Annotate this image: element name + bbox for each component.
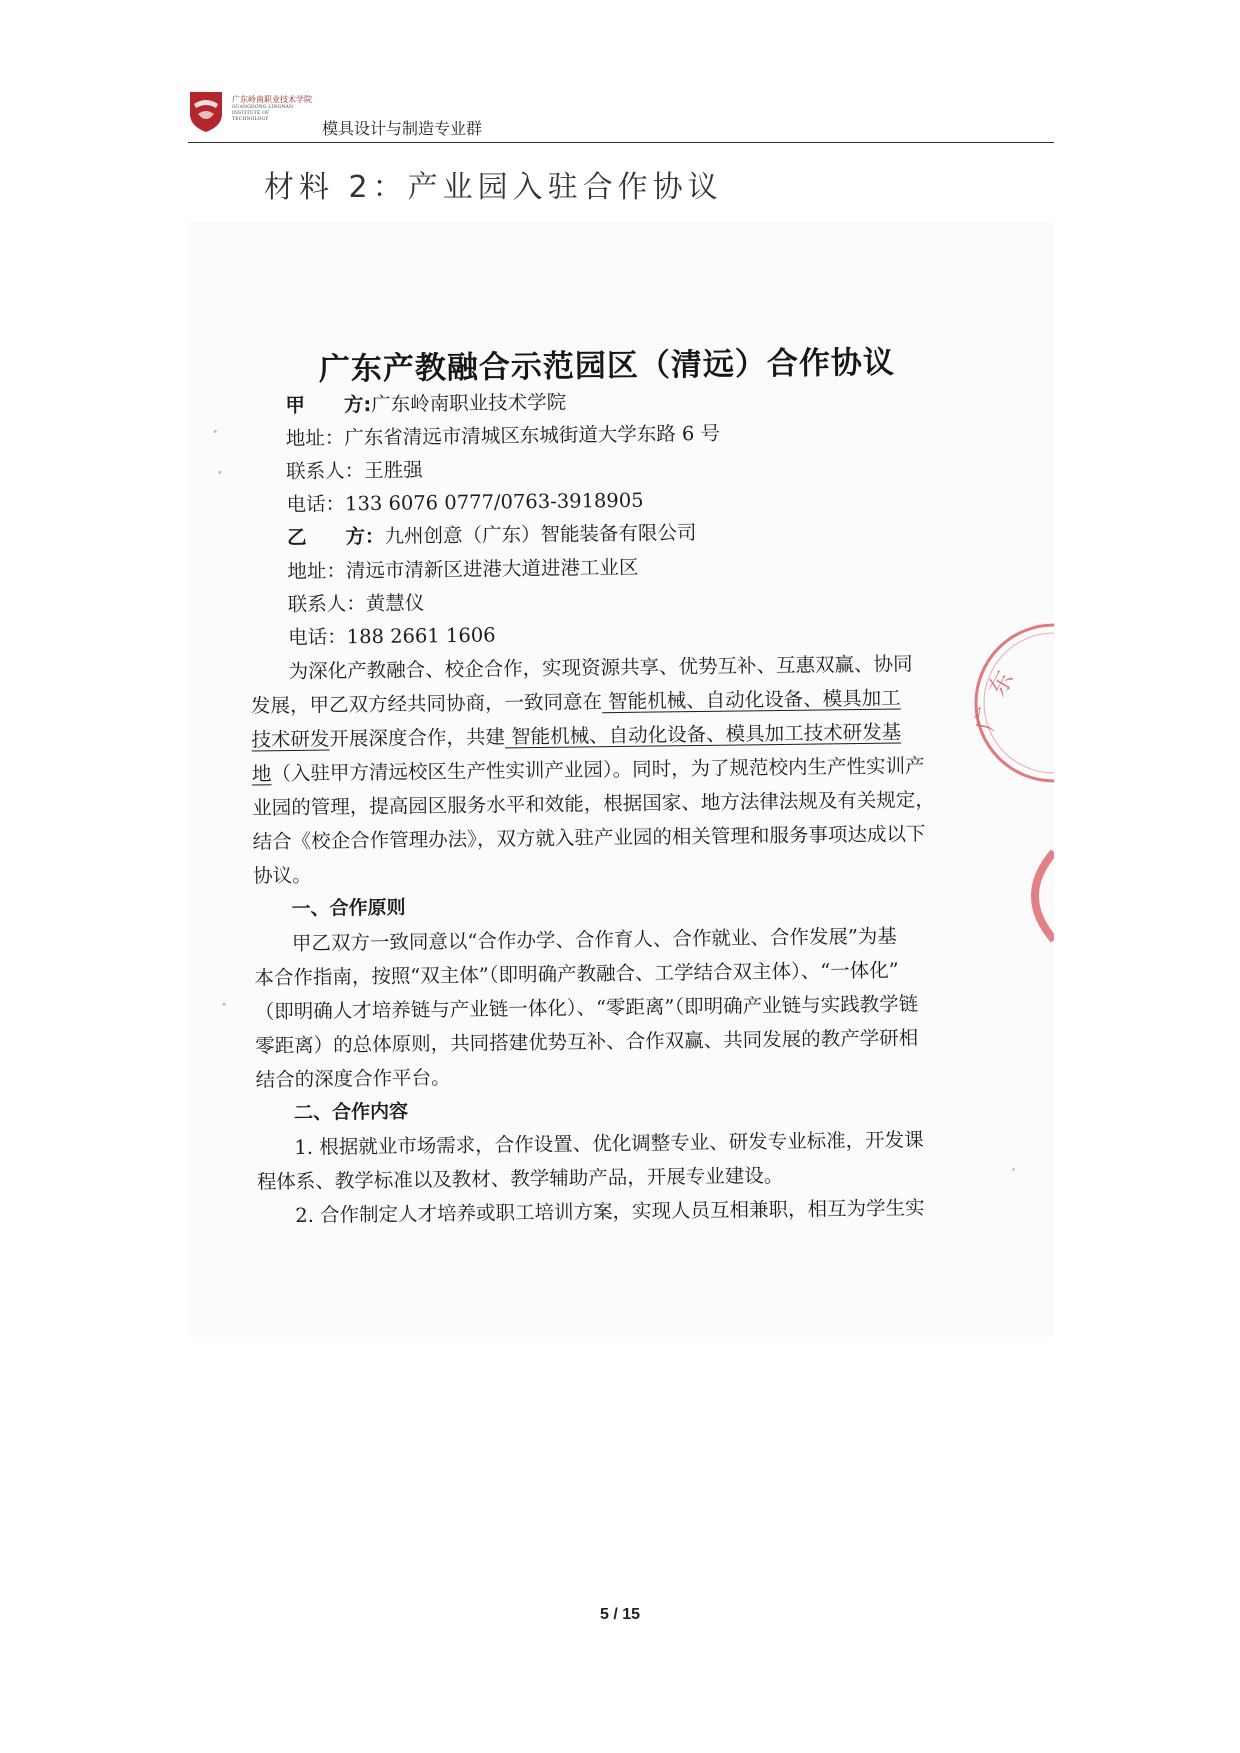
scan-speck	[1012, 1168, 1015, 1171]
org-name-en: GUANGDONG LINGNAN INSTITUTE OF TECHNOLOGY	[232, 105, 294, 122]
party-b-phone: 188 2661 1606	[346, 623, 496, 649]
svg-text:广: 广	[970, 704, 1003, 734]
intro-text: （入驻甲方清远校区生产性实训产业园）。同时，为了规范校内生产性实训产	[271, 754, 925, 786]
intro-text: 开展深度合作，共建	[329, 725, 506, 751]
intro-text: 发展，甲乙双方经共同协商，一致同意在	[250, 690, 603, 718]
intro-line: 业园的管理，提高园区服务水平和效能，根据国家、地方法律法规及有关规定，	[252, 788, 935, 820]
intro-underlined: 技术研发	[251, 727, 330, 752]
scan-speck	[218, 471, 221, 474]
intro-line: 为深化产教融合、校企合作，实现资源共享、优势互补、互惠双赢、协同	[288, 652, 913, 684]
section-heading: 一、合作原则	[291, 896, 406, 920]
intro-line	[251, 683, 901, 719]
section-heading: 二、合作内容	[293, 1100, 409, 1124]
party-a-name: 广东岭南职业技术学院	[371, 390, 567, 416]
party-b-address-label: 地址：	[287, 559, 347, 584]
party-a-address-label: 地址：	[285, 426, 345, 451]
section1-line: （即明确人才培养链与产业链一体化）、“零距离”（即明确产业链与实践教学链	[254, 992, 919, 1024]
party-a-address: 广东省清远市清城区东城街道大学东路 6 号	[344, 421, 721, 450]
page-header	[188, 88, 1054, 144]
party-a-phone-line	[286, 485, 643, 517]
party-b-contact-line	[288, 587, 425, 617]
party-b-phone-label: 电话：	[288, 625, 347, 650]
section2-line: 2. 合作制定人才培养或职工培训方案，实现人员互相兼职，相互为学生实	[295, 1196, 925, 1227]
intro-line	[252, 750, 925, 786]
section2-line: 程体系、教学标准以及教材、教学辅助产品，开展专业建设。	[256, 1164, 784, 1194]
intro-underlined: 智能机械、自动化设备、模具加工	[601, 686, 901, 714]
page-number: 5 / 15	[599, 1606, 641, 1623]
party-b-contact-label: 联系人：	[287, 592, 366, 617]
scanned-document	[188, 222, 1054, 1337]
party-a-phone-label: 电话：	[286, 492, 346, 517]
intro-line: 协议。	[252, 863, 312, 888]
section1-line: 本合作指南，按照“双主体”（即明确产教融合、工学结合双主体）、“一体化”	[254, 958, 899, 990]
party-a-contact: 王胜强	[364, 458, 423, 483]
party-a-contact-line	[286, 454, 423, 484]
material-title: 材料 2：产业园入驻合作协议	[264, 170, 723, 205]
party-a-phone: 133 6076 0777/0763-3918905	[344, 488, 644, 516]
section1-line: 甲乙双方一致同意以“合作办学、合作育人、合作就业、合作发展”为基	[291, 924, 897, 955]
party-b-contact: 黄慧仪	[365, 591, 425, 616]
svg-text:东: 东	[982, 666, 1020, 701]
header-title: 模具设计与制造专业群	[322, 119, 483, 138]
party-a-address-line	[286, 418, 721, 451]
party-a-line	[285, 387, 566, 418]
party-b-name: 九州创意（广东）智能装备有限公司	[384, 521, 697, 548]
party-b-label: 乙 方：	[286, 524, 385, 550]
section1-line: 零距离）的总体原则，共同搭建优势互补、合作双赢、共同发展的教产学研相	[255, 1026, 919, 1058]
section1-line: 结合的深度合作平台。	[255, 1066, 451, 1092]
party-b-line	[287, 517, 697, 550]
party-b-phone-line	[288, 619, 496, 650]
intro-line	[251, 717, 901, 753]
intro-underlined: 地	[251, 762, 272, 786]
party-b-address-line	[287, 552, 638, 584]
document-title: 广东产教融合示范园区（清远）合作协议	[318, 344, 896, 388]
header-divider	[188, 142, 1054, 143]
intro-line: 结合《校企合作管理办法》，双方就入驻产业园的相关管理和服务事项达成以下	[252, 822, 926, 854]
party-a-contact-label: 联系人：	[286, 459, 365, 484]
party-a-label: 甲 方:	[285, 392, 372, 418]
scan-speck	[214, 430, 217, 433]
party-b-address: 清远市清新区进港大道进港工业区	[345, 555, 639, 583]
scan-speck	[223, 1003, 226, 1006]
red-seal-icon	[958, 618, 1054, 788]
college-logo-icon	[188, 90, 224, 134]
intro-underlined: 智能机械、自动化设备、模具加工技术研发基	[504, 720, 902, 749]
section2-line: 1. 根据就业市场需求，合作设置、优化调整专业、研发专业标准，开发课	[294, 1128, 924, 1159]
org-name: 广东岭南职业技术学院	[232, 95, 312, 104]
scanned-document-content	[188, 222, 1054, 1337]
red-seal-icon	[1010, 848, 1054, 944]
